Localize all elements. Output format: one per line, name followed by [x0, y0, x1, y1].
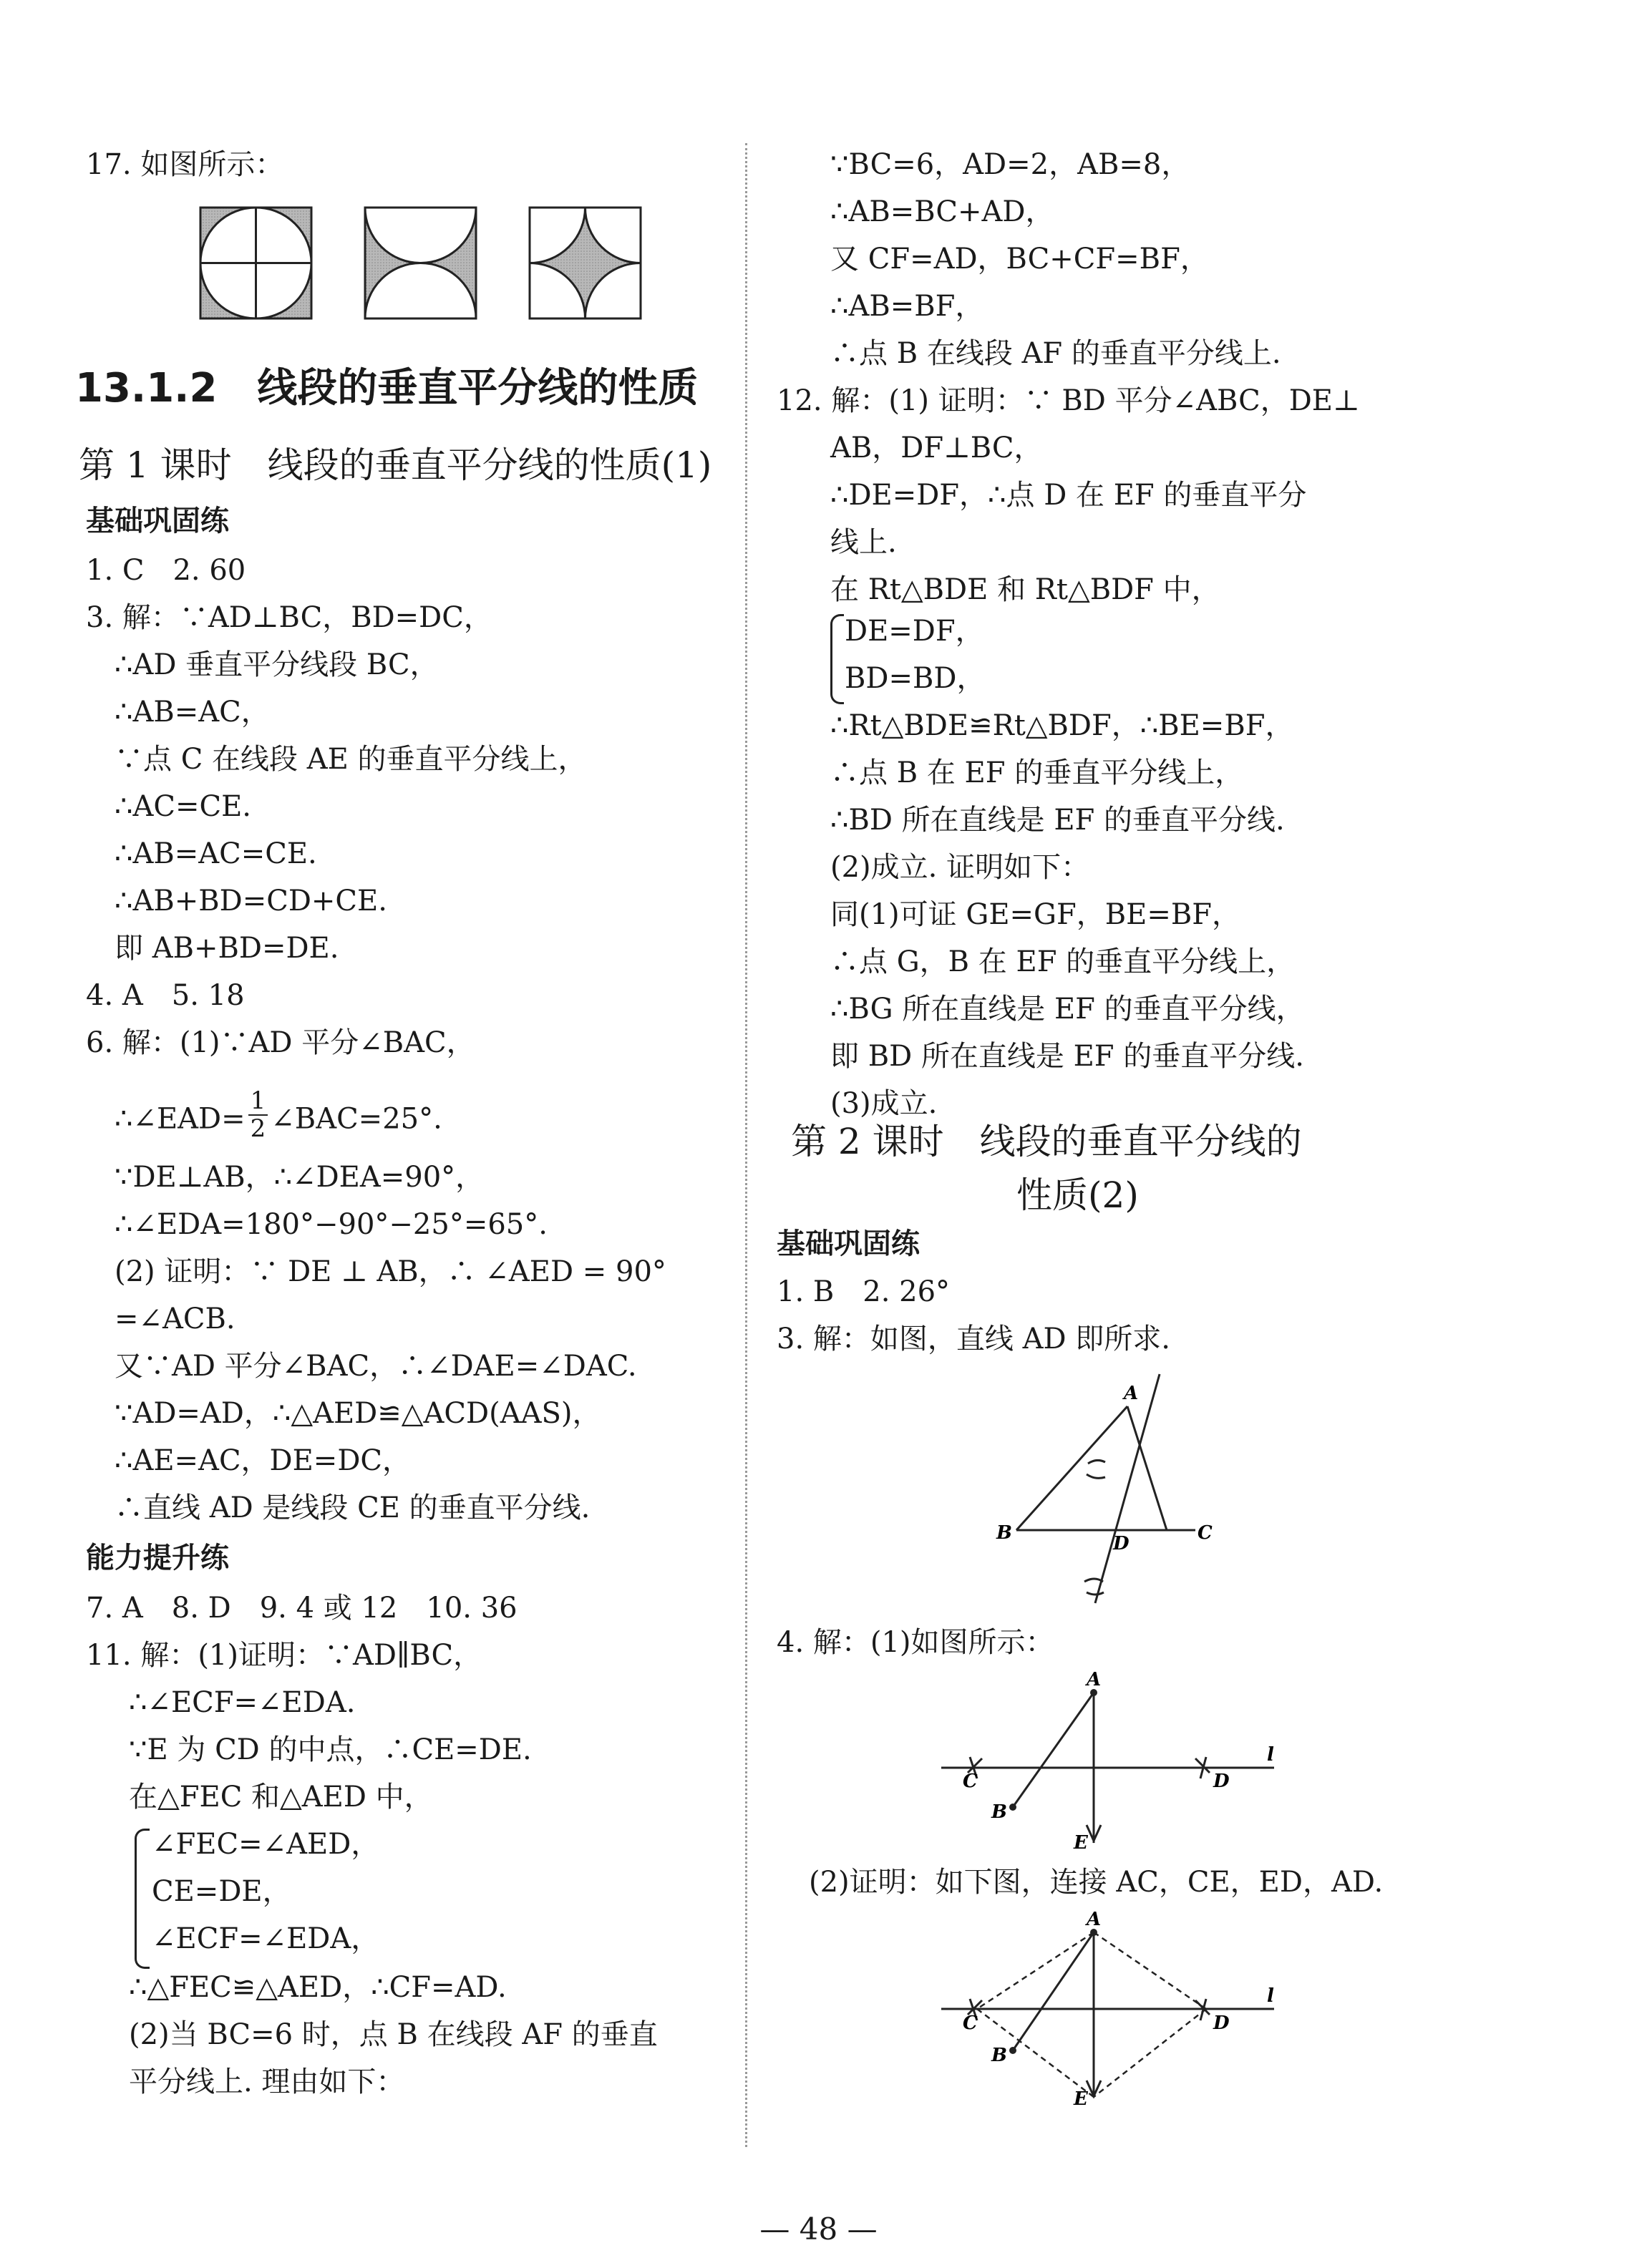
answer-line: ∵AD=AD，∴△AED≌△ACD(AAS)， [115, 1397, 601, 1430]
fraction-suffix: ∠BAC=25°. [271, 1102, 442, 1136]
system-line: ∠FEC=∠AED， [152, 1828, 380, 1861]
answer-line: ∵DE⊥AB，∴∠DEA=90°， [115, 1161, 485, 1194]
page-number: — 48 — [759, 2211, 878, 2247]
label-A: A [1087, 1909, 1102, 1930]
answer-line: ∴点 B 在线段 AF 的垂直平分线上. [830, 337, 1281, 370]
label-B: B [996, 1522, 1012, 1544]
answer-line: ∴直线 AD 是线段 CE 的垂直平分线. [115, 1491, 591, 1524]
answer-line: 又 CF=AD，BC+CF=BF， [830, 243, 1209, 276]
label-E: E [1074, 2088, 1088, 2110]
answer-line: ∴AB=AC， [115, 696, 270, 729]
answer-line: (2)当 BC=6 时，点 B 在线段 AF 的垂直 [129, 2018, 658, 2051]
answer-line: 3. 解：∵AD⊥BC，BD=DC， [86, 601, 492, 634]
answer-line: 平分线上. 理由如下： [129, 2065, 405, 2098]
figure-bowtie-arcs [365, 208, 476, 318]
answer-line: (2) 证明：∵ DE ⊥ AB，∴ ∠AED = 90° [115, 1255, 666, 1288]
ability-heading: 能力提升练 [86, 1542, 229, 1575]
fraction-prefix: ∴∠EAD= [115, 1102, 246, 1136]
label-C: C [963, 2013, 978, 2034]
answer-line: ∴△FEC≌△AED，∴CF=AD. [129, 1971, 507, 2004]
answer-line: ∴AB=BF， [830, 290, 984, 323]
lesson2-title-line2: 性质(2) [1016, 1174, 1139, 1216]
q17-text: 17. 如图所示： [86, 148, 284, 181]
system-line: ∠ECF=∠EDA， [152, 1922, 380, 1955]
answer-line: 线上. [830, 526, 897, 559]
label-A: A [1124, 1383, 1139, 1404]
answer-line: (3)成立. [830, 1087, 938, 1120]
section-title: 13.1.2 线段的垂直平分线的性质 [75, 365, 699, 412]
answer-line: ∴AD 垂直平分线段 BC， [115, 648, 439, 681]
answer-line: 12. 解：(1) 证明：∵ BD 平分∠ABC，DE⊥ [777, 384, 1360, 417]
q4-figure-2 [938, 1909, 1281, 2110]
answer-line: ∵BC=6，AD=2，AB=8， [830, 148, 1190, 181]
answer-line: ∴BG 所在直线是 EF 的垂直平分线， [830, 993, 1305, 1026]
answer-line: 6. 解：(1)∵AD 平分∠BAC， [86, 1026, 475, 1059]
system-line: BD=BD， [845, 662, 986, 695]
answer-line: ∵E 为 CD 的中点，∴CE=DE. [129, 1733, 532, 1766]
label-C: C [1198, 1522, 1213, 1544]
q3-triangle-figure [995, 1374, 1224, 1610]
answer-line: 又∵AD 平分∠BAC，∴∠DAE=∠DAC. [115, 1350, 637, 1383]
q17-figures [193, 204, 651, 326]
answer-line: 7. A 8. D 9. 4 或 12 10. 36 [86, 1592, 518, 1625]
answer-line: 1. C 2. 60 [86, 554, 246, 587]
answer-line: ∴AB=BC+AD， [830, 195, 1054, 228]
answer-line: ∴∠EDA=180°−90°−25°=65°. [115, 1208, 548, 1241]
lesson2-title-line1: 第 2 课时 线段的垂直平分线的 [791, 1121, 1302, 1162]
answer-line: 在 Rt△BDE 和 Rt△BDF 中， [830, 573, 1220, 606]
system-brace-12 [830, 614, 844, 704]
basic-heading-right: 基础巩固练 [777, 1227, 920, 1260]
fraction-line [115, 1086, 442, 1149]
lesson1-title: 第 1 课时 线段的垂直平分线的性质(1) [79, 444, 712, 486]
answer-line: 4. 解：(1)如图所示： [777, 1626, 1054, 1659]
answer-line: ∴AB=AC=CE. [115, 837, 317, 870]
label-D: D [1213, 1771, 1230, 1792]
answer-line: ∵点 C 在线段 AE 的垂直平分线上， [115, 743, 587, 776]
system-line: CE=DE， [152, 1875, 291, 1908]
answer-line: ∴点 B 在 EF 的垂直平分线上， [830, 756, 1244, 789]
answer-line: 在△FEC 和△AED 中， [129, 1781, 433, 1814]
answer-line: ∴∠ECF=∠EDA. [129, 1686, 356, 1719]
fraction [248, 1088, 268, 1143]
answer-line: (2)成立. 证明如下： [830, 851, 1090, 884]
answer-line: ∴Rt△BDE≌Rt△BDF，∴BE=BF， [830, 709, 1294, 742]
system-brace-11 [135, 1829, 150, 1969]
answer-line: 11. 解：(1)证明：∵AD∥BC， [86, 1639, 482, 1672]
answer-line: ∴DE=DF，∴点 D 在 EF 的垂直平分 [830, 479, 1307, 512]
figure-astroid [530, 208, 641, 318]
label-B: B [991, 1801, 1007, 1823]
system-line: DE=DF， [845, 615, 984, 648]
label-E: E [1074, 1832, 1088, 1854]
answer-line: (2)证明：如下图，连接 AC，CE，ED，AD. [809, 1866, 1384, 1899]
label-l: l [1267, 1985, 1274, 2007]
label-D: D [1113, 1533, 1130, 1554]
answer-line: 即 BD 所在直线是 EF 的垂直平分线. [830, 1040, 1304, 1073]
answer-line: 1. B 2. 26° [777, 1275, 951, 1308]
q4-figure-1 [938, 1669, 1281, 1854]
basic-heading-left: 基础巩固练 [86, 505, 229, 537]
answer-line: =∠ACB. [115, 1303, 235, 1335]
fraction-denominator: 2 [250, 1114, 266, 1144]
answer-line: 即 AB+BD=DE. [115, 932, 339, 965]
answer-line: ∴AB+BD=CD+CE. [115, 885, 387, 918]
answer-line: ∴AE=AC，DE=DC， [115, 1444, 412, 1477]
fraction-numerator: 1 [248, 1088, 268, 1116]
label-l: l [1267, 1744, 1274, 1766]
answer-line: ∴BD 所在直线是 EF 的垂直平分线. [830, 804, 1285, 837]
label-C: C [963, 1771, 978, 1792]
label-B: B [991, 2045, 1007, 2066]
answer-line: ∴点 G，B 在 EF 的垂直平分线上， [830, 945, 1296, 978]
answer-line: 4. A 5. 18 [86, 979, 245, 1012]
label-D: D [1213, 2013, 1230, 2034]
answer-line: AB，DF⊥BC， [830, 432, 1043, 464]
label-A: A [1087, 1669, 1102, 1690]
answer-line: 同(1)可证 GE=GF，BE=BF， [830, 898, 1241, 931]
column-divider [745, 143, 747, 2147]
answer-line: ∴AC=CE. [115, 790, 251, 823]
figure-circle-in-square [200, 208, 311, 318]
answer-line: 3. 解：如图，直线 AD 即所求. [777, 1323, 1170, 1356]
